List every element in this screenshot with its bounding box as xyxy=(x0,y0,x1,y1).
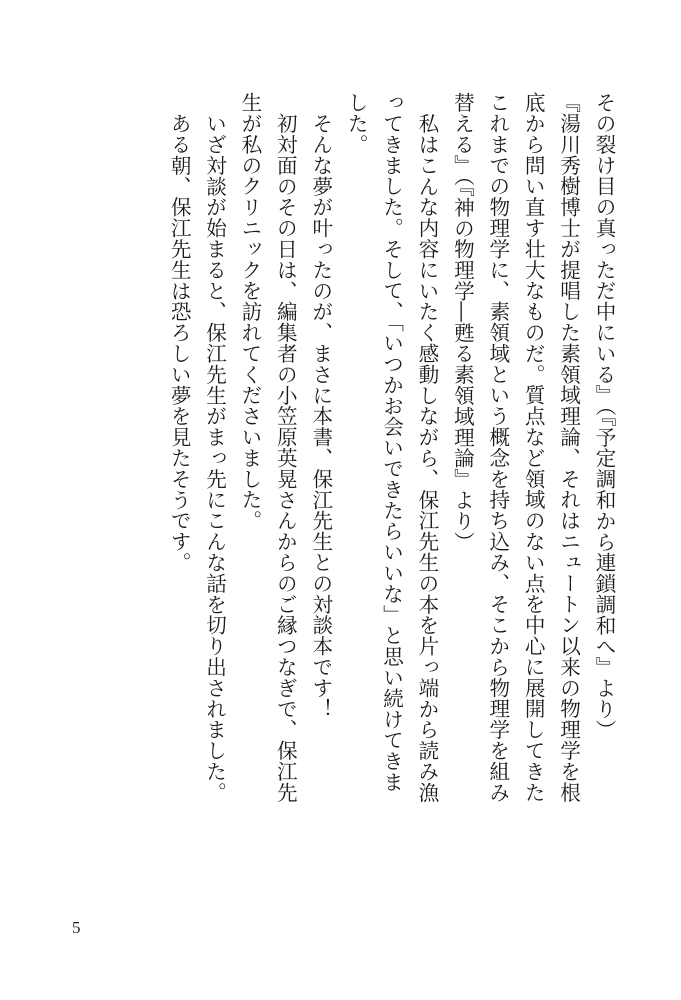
paragraph: ある朝、保江先生は恐ろしい夢を見たそうです。 xyxy=(167,112,192,573)
page-number: 5 xyxy=(72,918,81,937)
paragraph: いざ対談が始まると、保江先生がまっ先にこんな話を切り出されました。 xyxy=(202,112,227,803)
paragraph-quote: 『湯川秀樹博士が提唱した素領域理論、それはニュートン以来の物理学を根底から問い直す壮大なものだ。質点など領域のない点を中心に展開してきたこれまでの物理学に、素領域という概念を持ち込み、そこから物理学を組み替える』（『神の物理学―甦る素領域理論』より） xyxy=(450,92,581,803)
paragraph: 私はこんな内容にいたく感動しながら、保江先生の本を片っ端から読み漁ってきました。そして、「いつかお会いできたらいいな」と思い続けてきました。 xyxy=(344,92,439,803)
paragraph: 初対面のその日は、編集者の小笠原英晃さんからのご縁つなぎで、保江先生が私のクリニックを訪れてくださいました。 xyxy=(237,92,298,803)
paragraph: そんな夢が叶ったのが、まさに本書、保江先生との対談本です！ xyxy=(308,112,333,719)
paragraph-continuation: その裂け目の真っただ中にいる』（『予定調和から連鎖調和へ』より） xyxy=(592,92,616,741)
vertical-text-body xyxy=(41,92,621,812)
